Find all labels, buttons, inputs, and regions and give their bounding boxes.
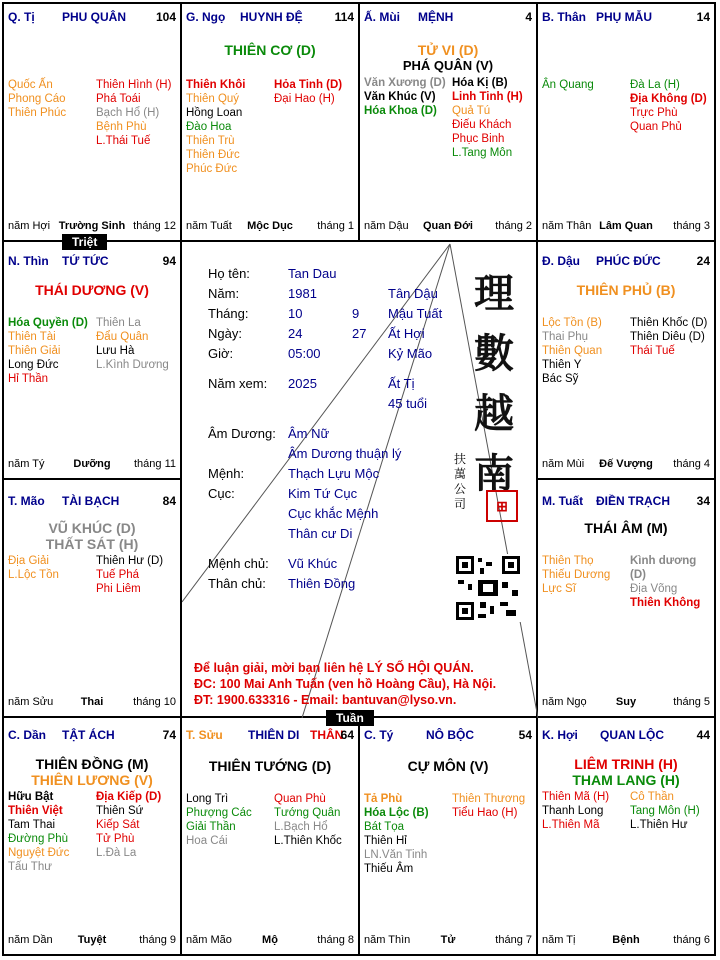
palace-name: PHỤ MẪU (596, 10, 652, 24)
star: Tấu Thư (8, 861, 52, 873)
palace-name: MỆNH (418, 10, 454, 24)
star: Địa Võng (630, 583, 678, 595)
star: Kiếp Sát (96, 819, 140, 831)
palace-year: năm Tuất (186, 220, 232, 232)
horoscope-board (2, 2, 716, 956)
star: Thiên Sứ (96, 805, 144, 817)
palace-number: 94 (162, 254, 176, 268)
star: Đào Hoa (186, 121, 232, 133)
month-can: Mậu Tuất (388, 306, 443, 321)
menhchu-value: Vũ Khúc (288, 556, 338, 571)
palace-month: tháng 5 (673, 696, 710, 708)
star: L.Thiên Khốc (274, 835, 342, 847)
life-stage: Suy (615, 696, 637, 708)
life-stage: Tuyệt (77, 934, 107, 946)
star: Hóa Khoa (D) (364, 105, 437, 117)
palace-position: T. Mão (8, 494, 45, 508)
palace-number: 44 (696, 728, 710, 742)
life-stage: Mộc Dục (247, 220, 293, 232)
thanchu-value: Thiên Đồng (288, 576, 356, 591)
palace-dan (4, 718, 182, 954)
palace-number: 64 (340, 728, 354, 742)
star: Lưu Hà (96, 345, 135, 357)
star: Ân Quang (542, 79, 594, 91)
star: Điếu Khách (452, 119, 512, 131)
hour-label: Giờ: (208, 346, 234, 361)
star: Hoa Cái (186, 835, 228, 847)
main-star: LIÊM TRINH (H) (574, 756, 678, 772)
calligraphy-char: 理 (474, 270, 514, 317)
palace-number: 84 (162, 494, 176, 508)
star: Tả Phù (364, 793, 403, 805)
age: 45 tuổi (388, 396, 428, 411)
star: Tam Thai (8, 819, 56, 831)
palace-month: tháng 12 (133, 220, 176, 232)
palace-month: tháng 8 (317, 934, 354, 946)
life-stage: Trường Sinh (58, 220, 126, 232)
contact-line-1: Để luận giải, mời bạn liên hệ LÝ SỐ HỘI QUÁN. (194, 661, 474, 675)
star: Phục Binh (452, 133, 505, 145)
star: Thiên Khốc (D) (630, 317, 708, 329)
main-star: THIÊN ĐỒNG (M) (35, 756, 149, 772)
amduong-value: Âm Nữ (288, 426, 330, 441)
palace-number: 14 (696, 10, 710, 24)
palace-number: 54 (518, 728, 532, 742)
day-can: Ất Hợi (388, 326, 425, 341)
star: Hữu Bật (8, 791, 54, 803)
main-star-2: THAM LANG (H) (572, 772, 680, 788)
palace-name: NÔ BỘC (426, 728, 474, 742)
palace-name: TỨ TỨC (62, 254, 109, 268)
life-stage: Bệnh (612, 934, 640, 946)
palace-hoi (538, 718, 714, 954)
palace-number: 74 (162, 728, 176, 742)
star: Bạch Hổ (H) (96, 107, 160, 119)
palace-position: B. Thân (542, 10, 586, 24)
star: Văn Xương (D) (364, 77, 446, 89)
day-value: 24 (288, 326, 303, 341)
star: Thiên Y (542, 359, 582, 371)
star: Thiên La (96, 317, 141, 329)
than-tag: THÂN (310, 728, 344, 742)
star: Đường Phù (8, 833, 68, 845)
amduong-value-2: Âm Dương thuận lý (288, 446, 402, 461)
star: Thiên Quý (186, 93, 240, 105)
life-stage: Quan Đới (423, 220, 473, 232)
palace-name: ĐIỀN TRẠCH (596, 494, 670, 508)
contact-line-2: ĐC: 100 Mai Anh Tuấn (ven hồ Hoàng Cầu), Hà Nội. (194, 677, 497, 691)
star: Văn Khúc (V) (364, 91, 436, 103)
palace-ty (360, 718, 538, 954)
star: Giải Thần (186, 821, 236, 833)
star: Thái Tuế (630, 345, 675, 357)
palace-year: năm Thìn (364, 934, 411, 946)
star: Thiên Đức (186, 149, 240, 161)
star: Địa Giải (8, 555, 49, 567)
star: Phúc Đức (186, 163, 238, 175)
star: Linh Tinh (H) (452, 91, 523, 103)
palace-name: TÀI BẠCH (62, 494, 120, 508)
star: Bát Tọa (364, 821, 405, 833)
life-stage: Đế Vượng (599, 458, 653, 470)
palace-suu (182, 718, 360, 954)
palace-year: năm Dần (8, 934, 53, 946)
star: Thiên Quan (542, 345, 603, 357)
star: Thiên Thọ (542, 555, 594, 567)
day-label: Ngày: (208, 326, 242, 341)
palace-position: N. Thìn (8, 254, 49, 268)
cuc-value-2: Cục khắc Mệnh (288, 506, 379, 521)
year-value: 1981 (288, 286, 317, 301)
palace-position: G. Ngọ (186, 10, 226, 24)
star: Quốc Ấn (8, 79, 53, 91)
palace-position: C. Dần (8, 728, 47, 742)
hour-can: Kỷ Mão (388, 346, 433, 361)
palace-ti (4, 4, 182, 242)
star: Tiểu Hao (H) (452, 807, 518, 819)
palace-position: Q. Tị (8, 10, 35, 24)
palace-position: C. Tý (364, 728, 394, 742)
star: L.Kình Dương (96, 359, 169, 371)
view-year-can: Ất Tị (388, 376, 415, 391)
main-star-2: THẤT SÁT (H) (45, 536, 139, 552)
palace-year: năm Mão (186, 934, 232, 946)
star: Địa Không (D) (630, 93, 707, 105)
palace-year: năm Thân (542, 220, 592, 232)
star: Thiên Việt (8, 805, 63, 817)
calligraphy-char: 數 (474, 330, 514, 377)
main-star: CỰ MÔN (V) (407, 758, 489, 774)
qr-code-icon[interactable] (454, 554, 522, 622)
palace-year: năm Hợi (8, 220, 51, 232)
month-label: Tháng: (208, 306, 249, 321)
palace-number: 24 (696, 254, 710, 268)
star: Phượng Các (186, 807, 252, 819)
star: Quan Phủ (630, 121, 682, 133)
star: Thiên Diêu (D) (630, 331, 705, 343)
star: Hóa Kị (B) (452, 77, 508, 89)
star: Thiên Phúc (8, 107, 67, 119)
star: L.Lộc Tồn (8, 569, 59, 581)
star: Thiên Hình (H) (96, 79, 172, 91)
star: Thiên Thương (452, 793, 526, 805)
tuan-tag: Tuần (326, 710, 374, 726)
palace-name: TẬT ÁCH (62, 728, 115, 742)
main-star: THÁI ÂM (M) (584, 520, 668, 536)
star: Phá Toái (96, 93, 141, 105)
main-star: TỬ VI (D) (417, 42, 479, 58)
menhchu-label: Mệnh chủ: (208, 556, 269, 571)
star: Tướng Quân (274, 807, 341, 819)
star: Hóa Quyền (D) (8, 317, 88, 329)
name-value: Tan Dau (288, 266, 337, 281)
palace-position: Ấ. Mùi (364, 10, 400, 24)
thanchu-label: Thân chủ: (208, 576, 266, 591)
view-year-value: 2025 (288, 376, 317, 391)
palace-tuat (538, 480, 714, 718)
star: Quan Phù (274, 793, 326, 805)
star: Nguyệt Đức (8, 847, 70, 859)
palace-month: tháng 4 (673, 458, 710, 470)
life-stage: Mộ (262, 934, 278, 946)
day-lunar: 27 (352, 326, 367, 341)
palace-thin (4, 242, 182, 480)
palace-name: THIÊN DI (248, 728, 300, 742)
year-label: Năm: (208, 286, 240, 301)
star: L.Bạch Hổ (274, 821, 328, 833)
star: Thiên Giải (8, 345, 61, 357)
palace-number: 114 (334, 10, 354, 24)
name-label: Họ tên: (208, 266, 250, 281)
palace-position: T. Sửu (186, 728, 223, 742)
palace-year: năm Mùi (542, 458, 585, 470)
star: L.Thái Tuế (96, 135, 151, 147)
menh-label: Mệnh: (208, 466, 245, 481)
star: Hỏa Tinh (D) (274, 79, 343, 91)
palace-position: M. Tuất (542, 494, 584, 508)
star: L.Thiên Mã (542, 819, 600, 831)
palace-number: 4 (525, 10, 532, 24)
palace-month: tháng 1 (317, 220, 354, 232)
triet-tag: Triệt (62, 234, 107, 250)
month-lunar: 9 (352, 306, 360, 321)
palace-number: 34 (696, 494, 710, 508)
main-star: THIÊN TƯỚNG (D) (208, 758, 332, 774)
life-stage: Lâm Quan (599, 220, 653, 232)
calligraphy-char: 越 (474, 390, 514, 437)
star: L.Tang Môn (452, 147, 513, 159)
life-stage: Tử (440, 934, 456, 946)
view-year-label: Năm xem: (208, 376, 268, 391)
palace-ngo (182, 4, 360, 242)
star: Thai Phụ (542, 331, 589, 343)
seal-stamp-icon: ⊞ (486, 490, 518, 522)
star: Thiếu Âm (364, 863, 414, 875)
main-star: THIÊN CƠ (D) (224, 42, 316, 58)
star: Long Trì (186, 793, 229, 805)
star: Thiên Khôi (186, 79, 246, 91)
life-stage: Thai (80, 696, 104, 708)
center-info-panel (182, 242, 538, 718)
palace-number: 104 (155, 10, 176, 24)
star: Bệnh Phù (96, 121, 147, 133)
palace-mao (4, 480, 182, 718)
star: LN.Văn Tinh (364, 849, 428, 861)
calligraphy-char: 南 (474, 450, 514, 497)
palace-name: PHÚC ĐỨC (596, 254, 661, 268)
star: Lộc Tồn (B) (542, 317, 602, 329)
palace-position: Đ. Dậu (542, 254, 581, 268)
star: Tử Phù (96, 833, 135, 845)
main-star: THIÊN PHỦ (B) (576, 282, 676, 298)
star: Thiếu Dương (542, 569, 611, 581)
palace-month: tháng 9 (139, 934, 176, 946)
main-star: THÁI DƯƠNG (V) (35, 282, 149, 298)
star: Hồng Loan (186, 107, 243, 119)
palace-year: năm Tý (8, 458, 45, 470)
palace-mui (360, 4, 538, 242)
main-star-2: PHÁ QUÂN (V) (402, 58, 494, 73)
cuc-label: Cục: (208, 486, 235, 501)
star: Địa Kiếp (D) (96, 791, 162, 803)
palace-month: tháng 3 (673, 220, 710, 232)
palace-year: năm Dậu (364, 220, 409, 232)
star: Thiên Trù (186, 135, 235, 147)
star: Thiên Hỉ (364, 835, 407, 847)
star: Thanh Long (542, 805, 604, 817)
palace-dau (538, 242, 714, 480)
star: Thiên Tài (8, 331, 56, 343)
star: Cô Thần (630, 791, 674, 803)
main-star-2: THIÊN LƯƠNG (V) (31, 772, 153, 788)
star: Long Đức (8, 359, 59, 371)
star: L.Đà La (96, 847, 137, 859)
life-stage: Dưỡng (73, 458, 111, 470)
star: Hóa Lộc (B) (364, 807, 429, 819)
palace-month: tháng 6 (673, 934, 710, 946)
star: L.Thiên Hư (630, 819, 688, 831)
star: Kình dương (D) (630, 555, 697, 581)
cuc-value-3: Thân cư Di (288, 526, 353, 541)
star: Đẩu Quân (96, 331, 149, 343)
palace-year: năm Tị (542, 934, 576, 946)
calligraphy-small: 扶萬公司 (454, 452, 467, 511)
contact-info (194, 660, 496, 708)
palace-name: HUYNH ĐỆ (240, 10, 303, 24)
star: Đà La (H) (630, 79, 680, 91)
contact-line-3: ĐT: 1900.633316 - Email: bantuvan@lyso.vn. (194, 693, 457, 707)
palace-month: tháng 11 (133, 458, 176, 470)
star: Quả Tú (452, 105, 491, 117)
star: Hỉ Thần (8, 373, 49, 385)
cuc-value: Kim Tứ Cục (288, 486, 358, 501)
star: Trực Phù (630, 107, 678, 119)
palace-month: tháng 7 (495, 934, 532, 946)
month-value: 10 (288, 306, 303, 321)
palace-month: tháng 10 (133, 696, 176, 708)
star: Lực Sĩ (542, 583, 576, 595)
palace-position: K. Hợi (542, 728, 578, 742)
palace-than (538, 4, 714, 242)
star: Thiên Hư (D) (96, 555, 164, 567)
star: Thiên Không (630, 597, 701, 609)
star: Tang Môn (H) (630, 805, 700, 817)
main-star: VŨ KHÚC (D) (48, 520, 136, 536)
palace-name: PHU QUÂN (62, 10, 127, 24)
amduong-label: Âm Dương: (208, 426, 276, 441)
hour-value: 05:00 (288, 346, 321, 361)
star: Bác Sỹ (542, 373, 579, 385)
palace-year: năm Ngọ (542, 696, 587, 708)
star: Tuế Phá (96, 569, 140, 581)
palace-year: năm Sửu (8, 696, 54, 708)
star: Thiên Mã (H) (542, 791, 610, 803)
menh-value: Thạch Lựu Mộc (288, 466, 380, 481)
star: Đại Hao (H) (274, 93, 335, 105)
star: Phi Liêm (96, 583, 141, 595)
year-can: Tân Dậu (388, 286, 438, 301)
palace-name: QUAN LỘC (600, 728, 664, 742)
star: Phong Cáo (8, 93, 66, 105)
palace-month: tháng 2 (495, 220, 532, 232)
